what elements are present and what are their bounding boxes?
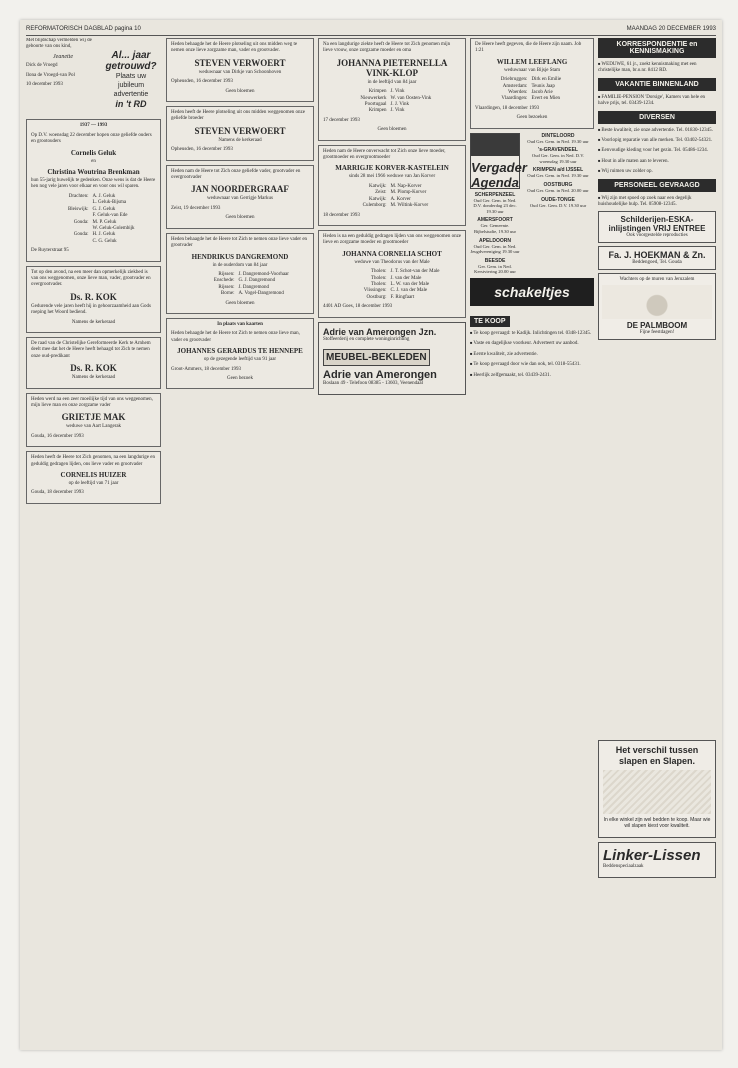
family-row: Drachten: A. J. Geluk [68, 193, 116, 199]
anniversary-name-2: Christina Woutrina Brenkman [47, 168, 140, 177]
section-header-diversen: DIVERSEN [598, 111, 716, 124]
notice-name: STEVEN VERWOERT [194, 125, 286, 136]
vergader-left [470, 133, 527, 278]
notice-sub: weduwnaar van Dirkje van Schoonhoven [198, 69, 282, 75]
notice-text: De Heere heeft gegeven, die de Heere zijn naam. Job 1:21 [475, 42, 582, 54]
eska-subtitle: Ook voorgestelde reproducties [626, 233, 688, 239]
notice-hennepe [166, 318, 314, 389]
family-row: L. Geluk-Bijsma [92, 200, 127, 206]
classified-ad: ■ Eenvoudige kleding voor het gezin. Tel. 05486-1234. [598, 147, 716, 154]
notice-leeflang [470, 38, 594, 129]
church-entry: SCHERPENZEEL Oud Ger. Gem. in Ned. D.V. donderdag 23 dec. 19.30 uur [473, 191, 517, 214]
family-row: Driebruggen: Dirk en Emilie [500, 77, 562, 83]
palmboom-name: DE PALMBOOM [626, 321, 688, 331]
family-row: Vlissingen: C. J. van der Male [363, 288, 428, 294]
birth-name: Jeanette [53, 53, 73, 60]
notice-text: Heden is na een geduldig gedragen lijden van ons weggenomen onze lieve en zorgzame moeder en grootmoeder [323, 233, 462, 246]
church-entry: 's-GRAVENDEEL Oud Ger. Gem. in Ned. D.V. woensdag 19.30 uur [531, 147, 585, 164]
notice-date: Opheusden, 16 december 1993 [171, 79, 233, 85]
classified-ad: ■ Te koop gevraagd: te Kadijk. Inlichtingen tel. 0348-12345. [470, 330, 594, 337]
notice-date: 4401 AD Goes, 18 december 1993 [323, 304, 393, 310]
notice-text: Na een langdurige ziekte heeft de Heere tot Zich genomen mijn lieve vrouw, onze zorgzame moeder en oma [323, 42, 451, 54]
classified-ad: ■ Wij ruimen uw zolder op. [598, 168, 716, 175]
church-entry: OOSTBURG Oud Ger. Gem. in Ned. 20.00 uur [527, 182, 589, 194]
family-row: Gouda: M. P. Geluk [73, 219, 117, 225]
palmboom-illustration [602, 285, 712, 319]
notice-signed: Geen bloemen [225, 300, 255, 306]
notice-text: Heden heeft de Heere tot Zich genomen, na een langdurige en geduldig gedragen lijden, ons lieve vader en grootvader [31, 455, 155, 467]
birth-announcement [26, 38, 100, 88]
birth-parent-1: Dick de Vroegd [26, 63, 58, 69]
family-row: Tholen: J. T. Schot-van der Male [370, 269, 440, 275]
te-koop-header: TE KOOP [470, 316, 510, 327]
notice-name: GRIETJE MAK [61, 412, 126, 423]
vergader-block [470, 133, 594, 278]
family-row: Tholen: L. W. van der Male [370, 281, 430, 287]
death-notice-2 [26, 337, 161, 389]
hoekman-ad [598, 246, 716, 270]
eska-title: Schilderijen-ESKA-inlijstingen VRIJ ENTREE [608, 215, 706, 234]
notice-head: In plaats van kaarten [217, 321, 263, 327]
column-4 [470, 38, 594, 1044]
linker-lissen-ad [598, 842, 716, 878]
classified-ad: ■ Voorlopig reparatie van alle merken. Tel. 03402-54321. [598, 137, 716, 144]
birth-parent-2: Ilona de Vroegd-van Pol [26, 72, 75, 78]
eska-ad [598, 211, 716, 243]
notice-date: Vlaardingen, 18 december 1993 [475, 105, 540, 111]
anniversary-years: 1937 — 1993 [79, 123, 108, 129]
notice-sub: in de leeftijd van 84 jaar [367, 79, 417, 85]
family-row: Krimpen J. Vink [368, 108, 405, 114]
jubilee-line-1: Al... jaar [111, 50, 151, 61]
death-notice-4 [26, 451, 161, 504]
family-row: Rijssen: J. Dangremond [218, 284, 270, 290]
notice-name: CORNELIS HUIZER [60, 471, 127, 480]
notice-text: Heden heeft de Heere plotseling uit ons midden weggenomen onze geliefde broeder [171, 110, 305, 122]
ad-product: MEUBEL-BEKLEDEN [323, 349, 430, 366]
family-row: W. Geluk-Golembijk [92, 225, 135, 231]
notice-date: Gouda, 18 december 1993 [31, 490, 84, 496]
jubilee-ad [102, 50, 160, 110]
notice-text: Heden behaagde het de Heere plotseling uit ons midden weg te nemen onze lieve zorgzame man, vader en grootvader. [171, 42, 298, 54]
palmboom-line-2: Fijne feestdagen! [639, 330, 675, 336]
vergader-right [523, 133, 593, 278]
notice-name: STEVEN VERWOERT [194, 57, 286, 68]
church-entry: OUDE-TONGE Oud Ger. Gem. D.V. 19.30 uur [529, 196, 587, 208]
newspaper-page [20, 20, 722, 1050]
jubilee-line-4: in 't RD [115, 99, 147, 109]
family-row: Katwijk: M. Nap-Korver [368, 183, 422, 189]
notice-date: 17 december 1993 [323, 117, 360, 123]
anniversary-and: en [91, 158, 96, 164]
notice-verwoert-1 [166, 38, 314, 102]
notice-signed: Geen bloemen [377, 127, 407, 133]
slapen-area [598, 740, 716, 1044]
vergader-logo [470, 133, 527, 190]
church-entry: APELDOORN Oud Ger. Gem. in Ned. Jeugdvereniging 19.30 uur [470, 237, 520, 255]
classified-ad: ■ Wij zijn met spoed op zoek naar een degelijk huishoudelijke hulp. Tel. 05908-12345. [598, 195, 716, 209]
notice-text: Heden behaagde het de Heere tot Zich te nemen onze lieve man, vader en grootvader [171, 331, 300, 343]
notice-sub: sinds 28 mei 1966 weduwe van Jan Korver [348, 174, 436, 180]
anniversary-text: hun 55-jarig huwelijk te gedenken. Onze wens is dat de Heere hen nog vele jaren voor elkaar en voor ons wil sparen. [31, 178, 156, 190]
notice-signed: Geen bezoeken [516, 115, 548, 121]
classified-ad: ■ WEDUWE, 61 jr., zoekt kennismaking met een christelijke man, br.o.nr. 8412 RD. [598, 61, 716, 75]
family-row: Nieuwerkerk W. van Oosten-Vink [360, 95, 432, 101]
notice-sub: op de leeftijd van 71 jaar [68, 481, 119, 487]
notice-text: Heden nam de Heere tot Zich onze geliefde vader, grootvader en overgrootvader [171, 168, 301, 181]
family-row: F. Geluk-van Ede [92, 213, 128, 219]
column-3 [318, 38, 466, 1044]
church-entry: DINTELOORD Oud Ger. Gem. in Ned. 19.30 uur [527, 132, 589, 144]
notice-text: Heden behaagde het de Heere tot Zich te nemen onze lieve vader en grootvader [171, 236, 308, 249]
death-notice-3 [26, 393, 161, 448]
notice-signed: Namens de kerkeraad [218, 137, 262, 143]
notice-sub: in de ouderdom van 84 jaar [212, 262, 268, 268]
family-row: Borne: A. Vogel-Dangremond [220, 291, 284, 297]
notice-date: Groot-Ammers, 18 december 1993 [171, 366, 241, 372]
notice-sub: weduwnaar van Bijsje Stam [504, 67, 560, 73]
section-header-vakantie: VAKANTIE BINNENLAND [598, 78, 716, 91]
slapen-text: In elke winkel zijn wel bedden te koop. Maar wie wil slapen kiest voor kwaliteit. [603, 817, 711, 830]
column-2 [166, 38, 314, 1044]
notice-text: Tot op den avond, na een meer dan opmerkelijk ziekbed is van ons weggenomen, onze lieve man, vader, grootvader en overgrootvader. [31, 269, 151, 288]
notice-sub: weduwe van Aart Langerak [65, 424, 122, 430]
classified-ad: ■ Te koop gevraagd door wie dan ook, tel. 0318-55431. [470, 361, 594, 368]
ad-name: Adrie van Amerongen [323, 368, 437, 381]
family-row: Enschede: G. J. Dangremond [213, 278, 276, 284]
slapen-title: Het verschil tussen slapen en Slapen. [615, 745, 699, 766]
vergader-title: Vergader Agenda [471, 159, 527, 190]
notice-schot [318, 230, 466, 318]
notice-name: HENDRIKUS DANGREMOND [191, 252, 289, 261]
classified-ad: ■ Eerste kwaliteit, zie advertentie. [470, 351, 594, 358]
notice-name: JOHANNA PIETERNELLA VINK-KLOP [336, 57, 448, 78]
family-row: Amsterdam: Teunis Jaap [502, 83, 555, 89]
hoekman-name: Fa. J. HOEKMAN & Zn. [608, 250, 706, 261]
anniversary-address: De Ruyterstraat 95 [31, 248, 69, 254]
classified-ad: ■ Beste kwaliteit, zie onze advertentie. Tel. 01830-12345. [598, 127, 716, 134]
notice-signed: Namens de kerkeraad [71, 319, 116, 325]
notice-date: Zeist, 19 december 1993 [171, 205, 221, 211]
notice-name: Ds. R. KOK [70, 363, 117, 374]
slapen-ad [598, 740, 716, 838]
section-header-correspondentie: KORRESPONDENTIE en KENNISMAKING [598, 38, 716, 58]
family-row: Gouda: H. J. Geluk [73, 232, 116, 238]
notice-signed: Geen bloemen [225, 215, 255, 221]
column-1 [26, 38, 161, 1044]
palmboom-ad [598, 273, 716, 340]
notice-sub: weduwe van Theodorus van der Male [354, 259, 430, 265]
notice-name: JOHANNA CORNELIA SCHOT [342, 249, 442, 258]
family-row: Zeist: M. Plomp-Korver [375, 190, 427, 196]
jubilee-line-2: getrouwd? [105, 61, 157, 72]
notice-text: De raad van de Christelijke Gereformeerde Kerk te Arnhem deelt mee dat het de Heere heeft behaagd tot Zich te nemen onze oud-predikant [31, 340, 151, 359]
ad-title: Adrie van Amerongen Jzn. [323, 326, 437, 337]
masthead-left: REFORMATORISCH DAGBLAD pagina 10 [26, 26, 141, 32]
notice-signed: Geen bezoek [227, 375, 253, 381]
family-row: Rijssen: J. Dangremond-Voorhaar [218, 271, 289, 277]
palmboom-line-1: Wachters op de muren van Jeruzalem [619, 277, 695, 283]
family-row: Woerden: Jacob Arie [508, 90, 553, 96]
notice-signed: Namens de kerkeraad [71, 375, 116, 381]
notice-name: WILLEM LEEFLANG [496, 57, 568, 66]
anniversary-intro: Op D.V. woensdag 22 december hopen onze geliefde ouders en grootouders [31, 132, 152, 145]
notice-sub: op de gezegende leeftijd van 91 jaar [203, 357, 277, 363]
notice-verwoert-2 [166, 106, 314, 161]
classified-ad: ■ Vaste en dagelijkse voorkeur. Adverteert uw aanbod. [470, 340, 594, 347]
notice-date: 18 december 1993 [323, 212, 360, 218]
amerongen-ad [318, 322, 466, 396]
notice-date: Gouda, 16 december 1993 [31, 433, 84, 439]
church-entry: AMERSFOORT Ger. Gemeente. Bijbelstudie, 19.30 uur [473, 217, 517, 235]
notice-sub: weduwnaar van Gerrigje Markus [207, 196, 273, 202]
masthead-right: MAANDAG 20 DECEMBER 1993 [626, 26, 716, 32]
slapen-illustration [603, 770, 711, 814]
family-row: Krimpen J. Vink [368, 89, 405, 95]
classified-ad: ■ Heerlijk zelfgemaakt, tel. 03439-2431. [470, 372, 594, 379]
notice-date: Opheusden, 16 december 1993 [171, 147, 233, 153]
family-row: C. G. Geluk [92, 238, 117, 244]
birth-text: Met blijdschap vermelden wij de geboorte van ons kind, [26, 38, 92, 50]
schakeltjes-banner: schakeltjes [470, 278, 594, 306]
ad-address: Boslaan 49 - Telefoon 08385 - 13603, Veenendaal [323, 380, 423, 386]
notice-signed: Geen bloemen [225, 88, 255, 94]
notice-vink-klop [318, 38, 466, 141]
notice-name: JOHANNES GERARDUS TE HENNEPE [177, 347, 303, 356]
family-row: Vlaardingen: Evert en Mien [501, 96, 561, 102]
birth-date: 10 december 1993 [26, 82, 63, 88]
family-row: Tholen: J. van der Male [370, 275, 422, 281]
classified-ad: ■ FAMILIE-PENSION 'Dorsige', Kamers van hele en halve prijs, tel. 03439-1234. [598, 94, 716, 108]
notice-text: Gedurende vele jaren heeft hij in gehoorzaamheid aan Gods roeping het Woord bediend. [31, 303, 151, 316]
notice-text: Heden werd na een zeer moeilijke tijd van ons weggenomen, mijn lieve man en onze zorgzame vader [31, 396, 153, 408]
church-entry: KRIMPEN a/d IJSSEL Oud Ger. Gem. in Ned. 19.30 uur [527, 167, 589, 179]
classified-ad: ■ Hout in alle maten aan te leveren. [598, 158, 716, 165]
linker-title: Linker-Lissen [603, 846, 701, 864]
hoekman-subtitle: Beddengoed, Tel. Gouda [632, 260, 682, 266]
family-row: Poortugaal J. J. Vink [364, 102, 409, 108]
notice-name: MARRIGJE KORVER-KASTELEIN [335, 164, 449, 173]
jubilee-line-3: Plaats uw jubileum advertentie [113, 73, 149, 98]
notice-name: JAN NOORDERGRAAF [191, 184, 289, 195]
family-row: Katwijk: A. Korver [368, 196, 411, 202]
notice-noordergraaf [166, 165, 314, 229]
anniversary-notice [26, 119, 161, 261]
linker-subtitle: Beddenspeciaalzaak [603, 863, 644, 869]
church-entry: BEESDE Ger. Gem. in Ned. Kerstviering 20.00 uur [474, 257, 516, 275]
notice-text: Heden nam de Heere onverwacht tot Zich onze lieve moeder, grootmoeder en overgrootmoeder [323, 148, 446, 161]
family-row: Oostburg: F. Ringfaart [366, 294, 415, 300]
masthead [26, 23, 716, 36]
death-notice-1 [26, 266, 161, 333]
notice-dangremond [166, 233, 314, 314]
family-row: Culemborg: M. Wiltink-Korver [362, 203, 429, 209]
family-row: Bleiswijk: G. J. Geluk [67, 206, 116, 212]
ad-subtitle: Stoffeerderij en complete woninginrichting [323, 336, 410, 342]
section-header-personeel: PERSONEEL GEVRAAGD [598, 179, 716, 192]
notice-name: Ds. R. KOK [70, 291, 117, 302]
anniversary-name-1: Cornelis Geluk [70, 148, 117, 157]
notice-korver [318, 145, 466, 226]
